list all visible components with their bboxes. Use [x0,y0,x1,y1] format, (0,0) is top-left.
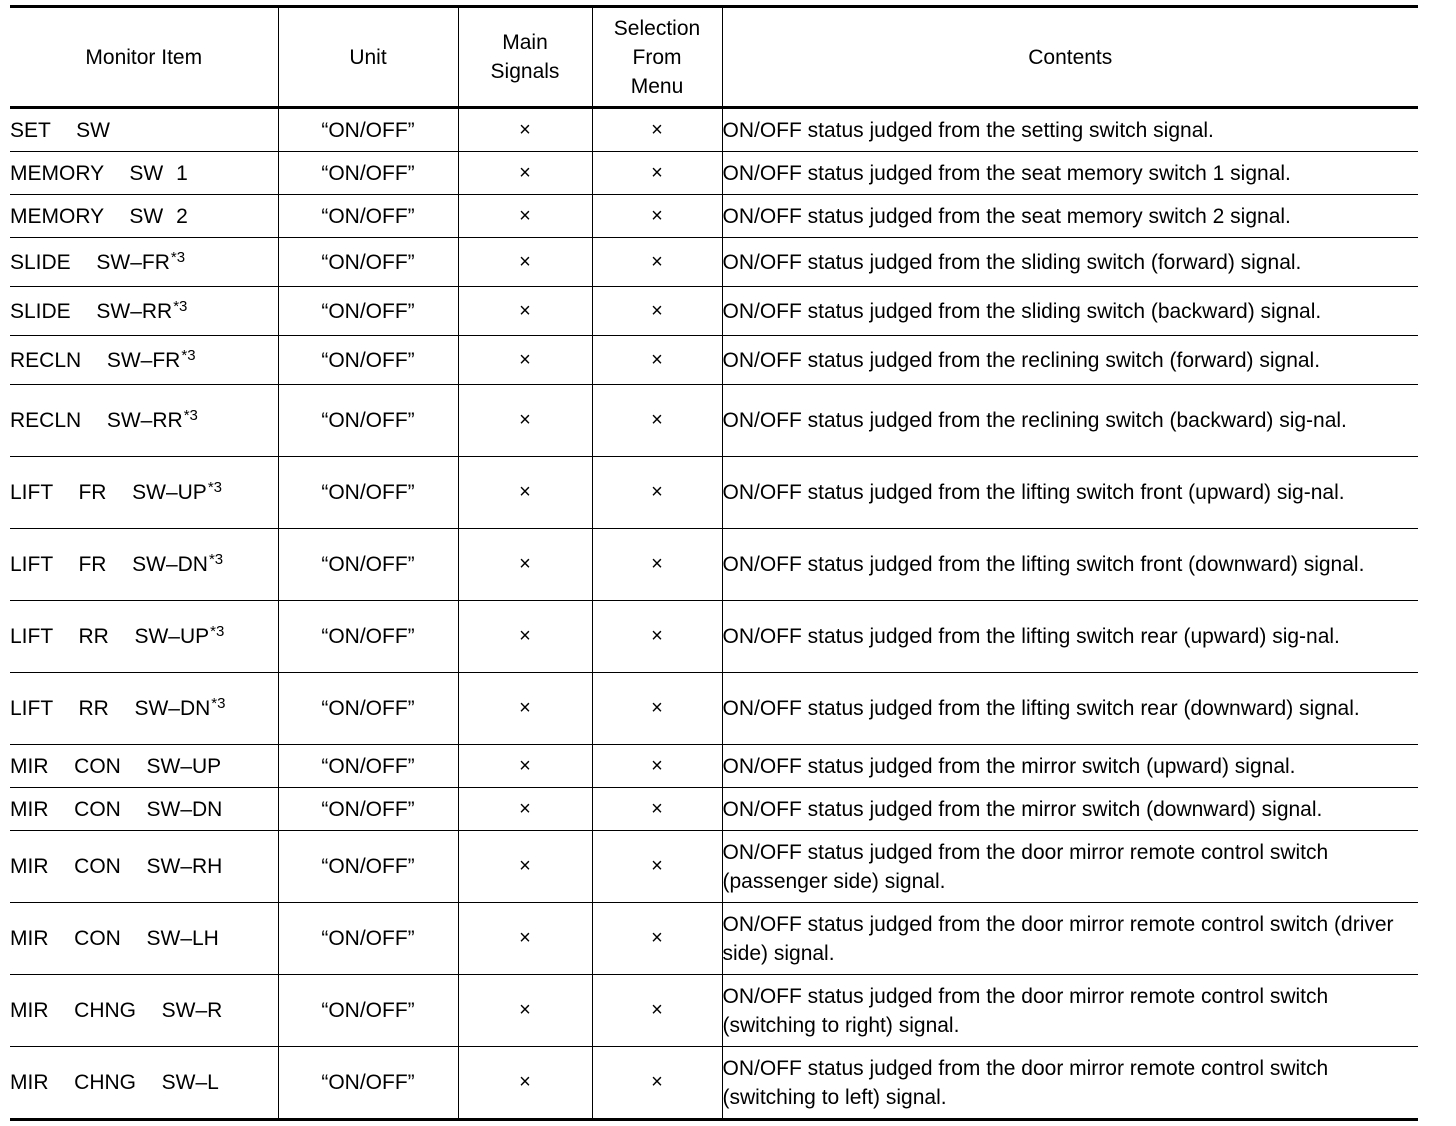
main-signals-mark: × [458,1047,592,1120]
unit-cell: “ON/OFF” [278,831,458,903]
monitor-item-cell [10,601,278,673]
monitor-item-cell [10,385,278,457]
monitor-item-table-wrapper [10,5,1418,1121]
unit-cell: “ON/OFF” [278,975,458,1047]
contents-cell: ON/OFF status judged from the lifting switch front (downward) signal. [722,529,1418,601]
header-row [10,7,1418,108]
unit-cell: “ON/OFF” [278,108,458,152]
main-signals-mark: × [458,788,592,831]
table-row [10,152,1418,195]
main-signals-mark: × [458,385,592,457]
monitor-item-cell [10,745,278,788]
main-signals-mark: × [458,903,592,975]
monitor-item-label: MIR CON SW–UP [10,754,222,778]
footnote-marker: *3 [170,248,186,266]
contents-cell: ON/OFF status judged from the lifting switch rear (upward) sig-nal. [722,601,1418,673]
footnote-marker: *3 [183,407,198,424]
main-signals-mark: × [458,287,592,336]
selection-from-menu-mark: × [592,152,722,195]
main-signals-mark: × [458,336,592,385]
unit-cell: “ON/OFF” [278,601,458,673]
footnote-marker: *3 [207,479,222,496]
header-monitor-item: Monitor Item [10,7,278,108]
contents-cell: ON/OFF status judged from the door mirror remote control switch (driver side) signal. [722,903,1418,975]
unit-cell: “ON/OFF” [278,195,458,238]
table-row [10,108,1418,152]
main-signals-mark: × [458,195,592,238]
unit-cell: “ON/OFF” [278,336,458,385]
selection-from-menu-mark: × [592,108,722,152]
selection-from-menu-mark: × [592,788,722,831]
footnote-marker: *3 [208,551,224,568]
monitor-item-cell [10,831,278,903]
selection-from-menu-mark: × [592,336,722,385]
selection-from-menu-mark: × [592,457,722,529]
footnote-marker: *3 [211,695,226,712]
monitor-item-label: MIR CHNG SW–L [10,1071,219,1094]
header-contents: Contents [722,7,1418,108]
table-row [10,673,1418,745]
table-header [10,7,1418,108]
monitor-item-label: SLIDE SW–FR [10,250,170,274]
monitor-item-label: RECLN SW–RR [10,409,183,432]
monitor-item-cell [10,457,278,529]
monitor-item-label: LIFT RR SW–DN [10,697,211,720]
monitor-item-label: MEMORY SW 2 [10,204,188,228]
table-row [10,601,1418,673]
table-row [10,788,1418,831]
selection-from-menu-mark: × [592,287,722,336]
contents-cell: ON/OFF status judged from the mirror switch (downward) signal. [722,788,1418,831]
table-row [10,745,1418,788]
main-signals-mark: × [458,601,592,673]
monitor-item-cell [10,108,278,152]
monitor-item-cell [10,238,278,287]
selection-from-menu-mark: × [592,1047,722,1120]
table-row [10,975,1418,1047]
unit-cell: “ON/OFF” [278,903,458,975]
monitor-item-cell [10,336,278,385]
table-row [10,336,1418,385]
main-signals-mark: × [458,529,592,601]
header-main-signals: Main Signals [458,7,592,108]
contents-cell: ON/OFF status judged from the door mirror remote control switch (switching to left) signal. [722,1047,1418,1120]
monitor-item-label: MIR CON SW–RH [10,855,223,878]
contents-cell: ON/OFF status judged from the lifting switch front (upward) sig-nal. [722,457,1418,529]
main-signals-mark: × [458,457,592,529]
monitor-item-label: MIR CON SW–LH [10,927,219,950]
selection-from-menu-mark: × [592,195,722,238]
monitor-item-table [10,5,1418,1121]
footnote-marker: *3 [181,346,196,364]
monitor-item-label: LIFT FR SW–DN [10,553,208,576]
selection-from-menu-mark: × [592,601,722,673]
contents-cell: ON/OFF status judged from the lifting switch rear (downward) signal. [722,673,1418,745]
contents-cell: ON/OFF status judged from the reclining switch (backward) sig-nal. [722,385,1418,457]
unit-cell: “ON/OFF” [278,1047,458,1120]
contents-cell: ON/OFF status judged from the reclining switch (forward) signal. [722,336,1418,385]
footnote-marker: *3 [173,297,188,315]
monitor-item-label: SET SW [10,118,110,142]
selection-from-menu-mark: × [592,831,722,903]
contents-cell: ON/OFF status judged from the setting switch signal. [722,108,1418,152]
monitor-item-label: MEMORY SW 1 [10,161,188,185]
header-unit: Unit [278,7,458,108]
selection-from-menu-mark: × [592,745,722,788]
contents-cell: ON/OFF status judged from the seat memory switch 1 signal. [722,152,1418,195]
unit-cell: “ON/OFF” [278,385,458,457]
monitor-item-label: LIFT FR SW–UP [10,481,207,504]
monitor-item-cell [10,152,278,195]
monitor-item-cell [10,195,278,238]
monitor-item-label: MIR CHNG SW–R [10,999,223,1022]
unit-cell: “ON/OFF” [278,287,458,336]
contents-cell: ON/OFF status judged from the sliding switch (backward) signal. [722,287,1418,336]
main-signals-mark: × [458,108,592,152]
unit-cell: “ON/OFF” [278,745,458,788]
table-row [10,457,1418,529]
unit-cell: “ON/OFF” [278,788,458,831]
monitor-item-label: LIFT RR SW–UP [10,625,210,648]
monitor-item-cell [10,903,278,975]
contents-cell: ON/OFF status judged from the sliding switch (forward) signal. [722,238,1418,287]
contents-cell: ON/OFF status judged from the door mirror remote control switch (switching to right) signal. [722,975,1418,1047]
main-signals-mark: × [458,673,592,745]
header-selection-from-menu: Selection From Menu [592,7,722,108]
monitor-item-label: MIR CON SW–DN [10,797,223,821]
monitor-item-cell [10,788,278,831]
contents-cell: ON/OFF status judged from the mirror switch (upward) signal. [722,745,1418,788]
monitor-item-cell [10,1047,278,1120]
main-signals-mark: × [458,238,592,287]
unit-cell: “ON/OFF” [278,673,458,745]
monitor-item-cell [10,529,278,601]
contents-cell: ON/OFF status judged from the door mirror remote control switch (passenger side) signal. [722,831,1418,903]
monitor-item-cell [10,975,278,1047]
table-row [10,385,1418,457]
monitor-item-label: SLIDE SW–RR [10,299,173,323]
table-row [10,238,1418,287]
contents-cell: ON/OFF status judged from the seat memory switch 2 signal. [722,195,1418,238]
selection-from-menu-mark: × [592,903,722,975]
table-row [10,287,1418,336]
monitor-item-cell [10,673,278,745]
monitor-item-label: RECLN SW–FR [10,348,181,372]
table-body [10,108,1418,1120]
selection-from-menu-mark: × [592,673,722,745]
main-signals-mark: × [458,831,592,903]
unit-cell: “ON/OFF” [278,238,458,287]
main-signals-mark: × [458,975,592,1047]
table-row [10,195,1418,238]
table-row [10,1047,1418,1120]
unit-cell: “ON/OFF” [278,457,458,529]
main-signals-mark: × [458,152,592,195]
unit-cell: “ON/OFF” [278,152,458,195]
table-row [10,831,1418,903]
selection-from-menu-mark: × [592,529,722,601]
table-row [10,903,1418,975]
main-signals-mark: × [458,745,592,788]
selection-from-menu-mark: × [592,975,722,1047]
selection-from-menu-mark: × [592,385,722,457]
table-row [10,529,1418,601]
selection-from-menu-mark: × [592,238,722,287]
unit-cell: “ON/OFF” [278,529,458,601]
monitor-item-cell [10,287,278,336]
footnote-marker: *3 [210,623,225,640]
